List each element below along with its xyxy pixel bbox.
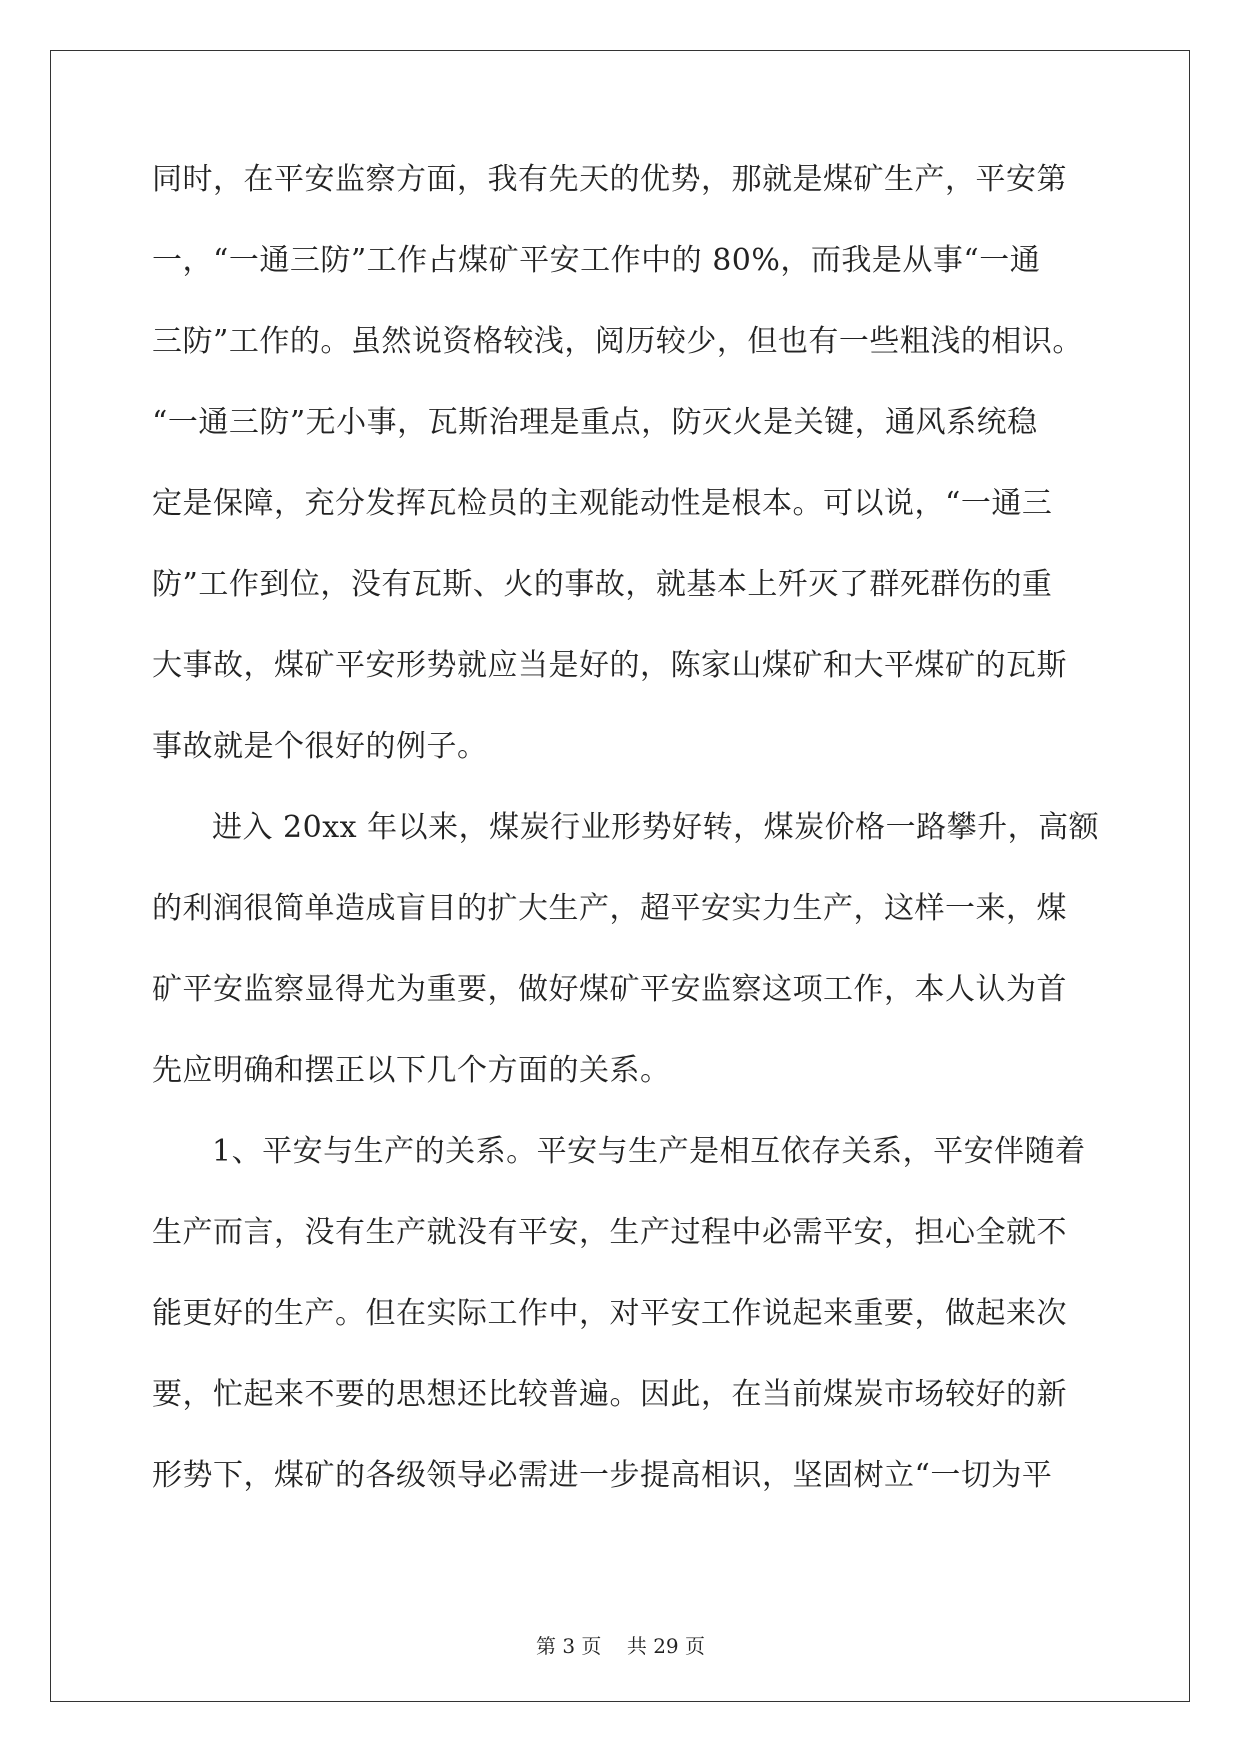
text-line: 先应明确和摆正以下几个方面的关系。 xyxy=(152,1053,671,1088)
text-line: 形势下，煤矿的各级领导必需进一步提高相识，坚固树立“一切为平 xyxy=(152,1458,1053,1493)
text-line: 能更好的生产。但在实际工作中，对平安工作说起来重要，做起来次 xyxy=(152,1296,1067,1331)
text-line: 一，“一通三防”工作占煤矿平安工作中的 80%，而我是从事“一通 xyxy=(152,243,1041,278)
text-line: 的利润很简单造成盲目的扩大生产，超平安实力生产，这样一来，煤 xyxy=(152,891,1067,926)
paragraph-first-line: 进入 20xx 年以来，煤炭行业形势好转，煤炭价格一路攀升，高额 xyxy=(212,810,1100,845)
paragraph-first-line: 1、平安与生产的关系。平安与生产是相互依存关系，平安伴随着 xyxy=(212,1134,1086,1169)
text-line: 定是保障，充分发挥瓦检员的主观能动性是根本。可以说，“一通三 xyxy=(152,486,1053,521)
text-line: 要，忙起来不要的思想还比较普遍。因此，在当前煤炭市场较好的新 xyxy=(152,1377,1067,1412)
text-line: 三防”工作的。虽然说资格较浅，阅历较少，但也有一些粗浅的相识。 xyxy=(152,324,1083,359)
text-line: 同时，在平安监察方面，我有先天的优势，那就是煤矿生产，平安第 xyxy=(152,162,1067,197)
text-line: “一通三防”无小事，瓦斯治理是重点，防灭火是关键，通风系统稳 xyxy=(152,405,1038,440)
text-line: 事故就是个很好的例子。 xyxy=(152,729,488,764)
text-line: 矿平安监察显得尤为重要，做好煤矿平安监察这项工作，本人认为首 xyxy=(152,972,1067,1007)
text-line: 大事故，煤矿平安形势就应当是好的，陈家山煤矿和大平煤矿的瓦斯 xyxy=(152,648,1067,683)
document-body xyxy=(152,160,1100,1537)
page-number: 第 3 页 共 29 页 xyxy=(535,1634,706,1658)
text-line: 生产而言，没有生产就没有平安，生产过程中必需平安，担心全就不 xyxy=(152,1215,1067,1250)
page-footer xyxy=(0,1630,1241,1659)
text-line: 防”工作到位，没有瓦斯、火的事故，就基本上歼灭了群死群伤的重 xyxy=(152,567,1053,602)
